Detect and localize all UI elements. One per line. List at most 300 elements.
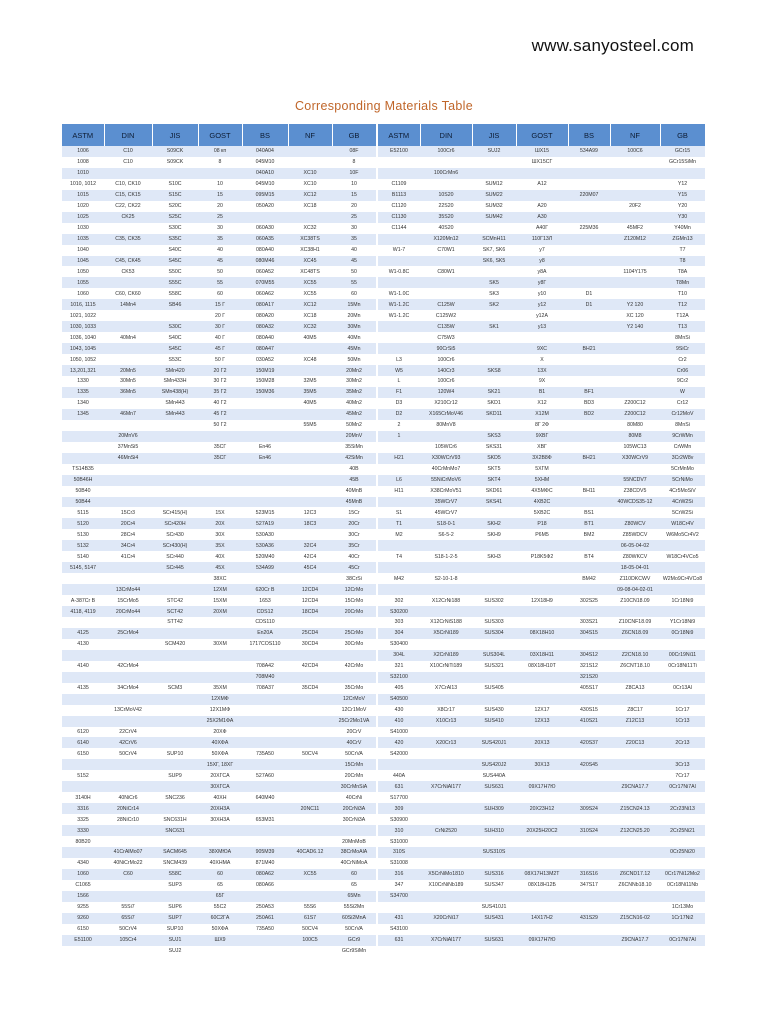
table-row — [378, 212, 705, 223]
table-cell: SK6, SK5 — [472, 256, 516, 267]
table-row — [62, 223, 376, 234]
table-cell: Z6CN18.09 — [610, 628, 660, 639]
table-cell — [104, 825, 152, 836]
table-cell: S25C — [152, 212, 198, 223]
table-cell — [104, 398, 152, 409]
table-cell — [198, 464, 242, 475]
table-row — [62, 288, 376, 299]
table-cell: 100CrMn6 — [420, 168, 472, 179]
table-cell: 40M5 — [288, 332, 332, 343]
table-cell: 2 — [378, 420, 420, 431]
table-cell: SUS631 — [472, 935, 516, 946]
table-cell — [610, 727, 660, 738]
table-cell: SUP10 — [152, 748, 198, 759]
table-cell: X5CrNiMo1810 — [420, 869, 472, 880]
table-cell: 35S20 — [420, 212, 472, 223]
table-cell — [516, 639, 568, 650]
table-cell: 30XH3A — [198, 814, 242, 825]
table-cell: 35X — [198, 540, 242, 551]
table-cell: 1055 — [62, 277, 104, 288]
table-cell — [378, 332, 420, 343]
table-cell: S30C — [152, 223, 198, 234]
table-cell: X12CrNi188 — [420, 595, 472, 606]
table-cell: 25 — [198, 212, 242, 223]
table-cell — [62, 672, 104, 683]
table-cell: 1010 — [62, 168, 104, 179]
table-cell: 35Cr — [332, 540, 376, 551]
table-cell — [568, 212, 610, 223]
table-cell: 30X — [198, 529, 242, 540]
table-cell: W — [660, 387, 705, 398]
table-cell: X30WCrV93 — [420, 453, 472, 464]
table-cell — [472, 694, 516, 705]
table-cell: 4135 — [62, 683, 104, 694]
table-cell: 15CrMo5 — [104, 595, 152, 606]
table-cell: Z2CN18.10 — [610, 650, 660, 661]
table-row — [62, 705, 376, 716]
table-cell: 405S17 — [568, 683, 610, 694]
table-cell: SUS310S — [472, 847, 516, 858]
table-cell — [242, 716, 288, 727]
table-row — [62, 376, 376, 387]
table-cell — [104, 694, 152, 705]
table-row — [62, 398, 376, 409]
table-cell: 40 — [332, 245, 376, 256]
table-cell — [660, 727, 705, 738]
table-cell: SCr415(H) — [152, 507, 198, 518]
table-cell — [378, 343, 420, 354]
table-cell: W1-1.2C — [378, 310, 420, 321]
table-cell: A-387Cr B — [62, 595, 104, 606]
table-cell — [198, 628, 242, 639]
table-cell: 12CrMoV — [332, 694, 376, 705]
table-row — [62, 179, 376, 190]
table-row — [378, 299, 705, 310]
table-cell: 30CrNi3A — [332, 814, 376, 825]
table-cell: 09-08-04-02-01 — [610, 584, 660, 595]
table-cell: 60 — [198, 869, 242, 880]
table-cell — [288, 475, 332, 486]
table-row — [378, 661, 705, 672]
table-cell: SUH310 — [472, 825, 516, 836]
table-cell — [516, 836, 568, 847]
table-row — [62, 234, 376, 245]
table-row — [378, 737, 705, 748]
table-cell — [152, 803, 198, 814]
table-cell — [152, 661, 198, 672]
table-row — [378, 924, 705, 935]
table-cell: En46 — [242, 453, 288, 464]
table-cell: XC10 — [288, 168, 332, 179]
table-cell: 45 Г — [198, 343, 242, 354]
table-cell: 40B — [332, 464, 376, 475]
table-cell: SUS430 — [472, 705, 516, 716]
table-cell: 80MnV8 — [420, 420, 472, 431]
table-row — [378, 727, 705, 738]
table-cell: 8 — [332, 157, 376, 168]
table-row — [378, 266, 705, 277]
table-cell: 2Cr13 — [660, 737, 705, 748]
table-cell — [610, 245, 660, 256]
table-cell: 1050 — [62, 266, 104, 277]
table-cell — [104, 639, 152, 650]
table-cell — [62, 453, 104, 464]
table-cell: 080A66 — [242, 880, 288, 891]
table-cell: SUP3 — [152, 880, 198, 891]
table-cell: 1340 — [62, 398, 104, 409]
table-cell: 20XФ — [198, 727, 242, 738]
table-cell: 302S25 — [568, 595, 610, 606]
table-cell: GCr15 — [660, 146, 705, 157]
table-cell — [198, 661, 242, 672]
table-cell: 45 — [332, 256, 376, 267]
table-cell — [420, 584, 472, 595]
table-cell: 309 — [378, 803, 420, 814]
table-cell: 20MnV — [332, 431, 376, 442]
table-cell: 527A19 — [242, 518, 288, 529]
table-row — [62, 310, 376, 321]
table-cell: 12CD4 — [288, 595, 332, 606]
table-cell — [610, 168, 660, 179]
table-cell — [288, 343, 332, 354]
table-row — [378, 716, 705, 727]
table-cell — [104, 277, 152, 288]
table-cell — [516, 902, 568, 913]
table-cell: SCr420H — [152, 518, 198, 529]
table-cell: C10 — [104, 146, 152, 157]
table-cell — [104, 880, 152, 891]
table-cell: XC38H1 — [288, 245, 332, 256]
table-cell — [568, 891, 610, 902]
table-cell: 30 Г — [198, 321, 242, 332]
table-cell — [288, 737, 332, 748]
table-cell: 12CD4 — [288, 584, 332, 595]
table-cell — [62, 420, 104, 431]
table-cell — [472, 891, 516, 902]
table-cell — [568, 179, 610, 190]
table-cell — [660, 748, 705, 759]
table-cell: SUM32 — [472, 201, 516, 212]
table-cell: 40NiCrMo22 — [104, 858, 152, 869]
table-cell: 620Cr B — [242, 584, 288, 595]
table-cell — [288, 650, 332, 661]
table-cell — [104, 343, 152, 354]
table-cell: SK5 — [472, 277, 516, 288]
site-url[interactable]: www.sanyosteel.com — [531, 36, 694, 55]
table-cell: 8 — [198, 157, 242, 168]
table-cell — [104, 650, 152, 661]
table-cell — [568, 497, 610, 508]
table-cell — [610, 606, 660, 617]
table-row — [62, 946, 376, 957]
table-cell: BH21 — [568, 453, 610, 464]
table-cell: 5XB2C — [516, 507, 568, 518]
table-cell — [610, 190, 660, 201]
table-cell: 080M46 — [242, 256, 288, 267]
table-cell: 410 — [378, 716, 420, 727]
table-cell: Y1Cr18Ni9 — [660, 617, 705, 628]
table-cell: 3325 — [62, 814, 104, 825]
table-cell: 65 — [332, 880, 376, 891]
table-cell — [152, 759, 198, 770]
table-cell: 13X — [516, 365, 568, 376]
table-row — [62, 212, 376, 223]
table-cell: XC38TS — [288, 234, 332, 245]
table-cell: 20F2 — [610, 201, 660, 212]
table-cell — [288, 365, 332, 376]
table-cell: 080A20 — [242, 310, 288, 321]
table-cell — [568, 475, 610, 486]
table-row — [378, 770, 705, 781]
table-cell: 5XГM — [516, 464, 568, 475]
table-cell: XC32 — [288, 321, 332, 332]
table-cell: 1050, 1052 — [62, 354, 104, 365]
table-cell: 36Mn5 — [104, 387, 152, 398]
table-row — [378, 409, 705, 420]
table-row — [62, 716, 376, 727]
table-row — [62, 913, 376, 924]
table-cell — [516, 683, 568, 694]
table-row — [62, 661, 376, 672]
table-cell: 735A50 — [242, 924, 288, 935]
table-cell — [568, 540, 610, 551]
table-cell — [516, 332, 568, 343]
table-cell — [378, 464, 420, 475]
table-cell: SMn420 — [152, 365, 198, 376]
table-cell: 80M80 — [610, 420, 660, 431]
table-cell: 60C2ГA — [198, 913, 242, 924]
table-cell — [104, 781, 152, 792]
table-row — [378, 420, 705, 431]
table-cell — [420, 277, 472, 288]
table-cell — [472, 168, 516, 179]
table-cell: 45WCrV7 — [420, 507, 472, 518]
column-header: GOST — [516, 124, 568, 146]
table-cell — [288, 212, 332, 223]
table-cell: C15, CK15 — [104, 190, 152, 201]
table-cell — [242, 650, 288, 661]
table-cell: 6150 — [62, 748, 104, 759]
table-row — [378, 683, 705, 694]
table-cell: 18C3 — [288, 518, 332, 529]
table-cell: 20Cr — [332, 518, 376, 529]
table-row — [62, 606, 376, 617]
table-cell: 304S12 — [568, 650, 610, 661]
table-cell: W18Cr4V — [660, 518, 705, 529]
table-row — [378, 759, 705, 770]
table-cell: 040A04 — [242, 146, 288, 157]
table-cell: 40CrV — [332, 737, 376, 748]
table-cell: 250A53 — [242, 902, 288, 913]
table-cell — [62, 573, 104, 584]
table-cell: y13 — [516, 321, 568, 332]
table-cell — [420, 288, 472, 299]
table-cell: 22S20 — [420, 201, 472, 212]
table-cell: 4CrW2Si — [660, 497, 705, 508]
table-cell — [516, 858, 568, 869]
table-cell: D1 — [568, 288, 610, 299]
table-cell — [242, 420, 288, 431]
table-cell: BT4 — [568, 551, 610, 562]
table-cell: 45Mn2 — [332, 409, 376, 420]
column-header: GB — [332, 124, 376, 146]
table-cell: 40Mn4 — [104, 332, 152, 343]
table-cell: 20MnV6 — [104, 431, 152, 442]
table-cell: 523M15 — [242, 507, 288, 518]
table-cell: 38XMЮA — [198, 847, 242, 858]
table-cell — [62, 431, 104, 442]
table-cell: 20NC11 — [288, 803, 332, 814]
table-cell: y8 — [516, 256, 568, 267]
table-cell — [104, 223, 152, 234]
table-cell: SUS431 — [472, 913, 516, 924]
table-cell: SUJ2 — [472, 146, 516, 157]
table-cell: 15CrMo — [332, 595, 376, 606]
table-cell — [568, 748, 610, 759]
table-cell: S18-1-2-5 — [420, 551, 472, 562]
table-row — [378, 672, 705, 683]
table-cell: 304L — [378, 650, 420, 661]
table-cell: SKS8 — [472, 365, 516, 376]
table-cell — [568, 562, 610, 573]
table-cell — [610, 759, 660, 770]
table-cell: GCr9SiMn — [332, 946, 376, 957]
table-cell: Y40Mn — [660, 223, 705, 234]
table-row — [62, 595, 376, 606]
table-cell — [288, 486, 332, 497]
table-cell: 4XB2C — [516, 497, 568, 508]
table-cell — [104, 770, 152, 781]
table-cell — [104, 759, 152, 770]
table-cell: X12 — [516, 398, 568, 409]
table-cell: 55Si7 — [104, 902, 152, 913]
table-cell: 13CrMoV42 — [104, 705, 152, 716]
table-cell: SCr445 — [152, 562, 198, 573]
table-row — [62, 836, 376, 847]
table-cell — [568, 245, 610, 256]
table-cell: GCr9 — [332, 935, 376, 946]
table-cell — [288, 781, 332, 792]
table-cell — [472, 924, 516, 935]
table-cell: 905M39 — [242, 847, 288, 858]
table-cell — [288, 705, 332, 716]
table-cell: 110Г13Л — [516, 234, 568, 245]
table-cell — [472, 332, 516, 343]
table-cell — [242, 737, 288, 748]
column-header: JIS — [472, 124, 516, 146]
table-cell: T12A — [660, 310, 705, 321]
table-cell: 321S20 — [568, 672, 610, 683]
table-cell: 55NiCrMoV6 — [420, 475, 472, 486]
table-row — [62, 540, 376, 551]
table-cell — [568, 354, 610, 365]
table-row — [62, 365, 376, 376]
table-row — [62, 387, 376, 398]
table-cell — [420, 792, 472, 803]
table-cell — [610, 672, 660, 683]
table-cell — [288, 825, 332, 836]
table-cell: 5145, 5147 — [62, 562, 104, 573]
table-cell — [288, 409, 332, 420]
table-cell: 42CrMo4 — [104, 661, 152, 672]
table-cell: Z200C12 — [610, 398, 660, 409]
table-cell — [288, 157, 332, 168]
table-cell: 50CrVA — [332, 924, 376, 935]
table-cell: SMn443 — [152, 409, 198, 420]
table-cell: 08X18H10 — [516, 628, 568, 639]
table-cell: Y20 — [660, 201, 705, 212]
table-row — [378, 803, 705, 814]
table-cell — [610, 343, 660, 354]
table-cell: SKD5 — [472, 453, 516, 464]
table-cell — [288, 694, 332, 705]
table-cell: 15Mn — [332, 299, 376, 310]
table-cell: 15 — [332, 190, 376, 201]
table-cell — [472, 748, 516, 759]
table-row — [378, 245, 705, 256]
table-cell: 1Cr13Mo — [660, 902, 705, 913]
table-cell — [152, 891, 198, 902]
table-row — [378, 913, 705, 924]
table-cell: 09X17H7Ю — [516, 781, 568, 792]
table-cell: XC18 — [288, 201, 332, 212]
table-cell — [472, 562, 516, 573]
table-cell — [568, 431, 610, 442]
table-cell — [660, 168, 705, 179]
table-cell — [420, 847, 472, 858]
table-row — [62, 737, 376, 748]
table-cell: 20 — [332, 201, 376, 212]
table-row — [378, 551, 705, 562]
table-row — [62, 354, 376, 365]
table-cell: T8A — [660, 266, 705, 277]
table-cell: 1035 — [62, 234, 104, 245]
materials-table-right — [378, 124, 706, 946]
table-cell — [610, 891, 660, 902]
table-cell: 1025 — [62, 212, 104, 223]
table-cell: 5130 — [62, 529, 104, 540]
table-cell: SCT42 — [152, 606, 198, 617]
table-cell: CrNi2520 — [420, 825, 472, 836]
table-cell: 13,201,321 — [62, 365, 104, 376]
table-cell: 5CrNiMo — [660, 475, 705, 486]
table-cell: SMn443 — [152, 398, 198, 409]
table-cell — [152, 431, 198, 442]
table-row — [378, 376, 705, 387]
table-cell: 1566 — [62, 891, 104, 902]
table-cell: 20 Г2 — [198, 365, 242, 376]
table-cell: 20CrMo44 — [104, 606, 152, 617]
table-row — [62, 332, 376, 343]
table-cell — [104, 617, 152, 628]
table-cell: 20 — [198, 201, 242, 212]
table-cell: W1-7 — [378, 245, 420, 256]
table-cell: W1-1.2C — [378, 299, 420, 310]
table-cell: 15CrMn — [332, 759, 376, 770]
table-cell: SUS631 — [472, 781, 516, 792]
table-cell: 5120 — [62, 518, 104, 529]
table-header-row — [62, 124, 376, 146]
table-cell: 4X5MФC — [516, 486, 568, 497]
table-cell — [242, 694, 288, 705]
document-title: Corresponding Materials Table — [294, 99, 473, 113]
table-row — [62, 475, 376, 486]
table-cell — [568, 365, 610, 376]
table-row — [62, 935, 376, 946]
table-cell: 040A10 — [242, 168, 288, 179]
table-cell — [516, 617, 568, 628]
table-cell: 60 — [332, 869, 376, 880]
